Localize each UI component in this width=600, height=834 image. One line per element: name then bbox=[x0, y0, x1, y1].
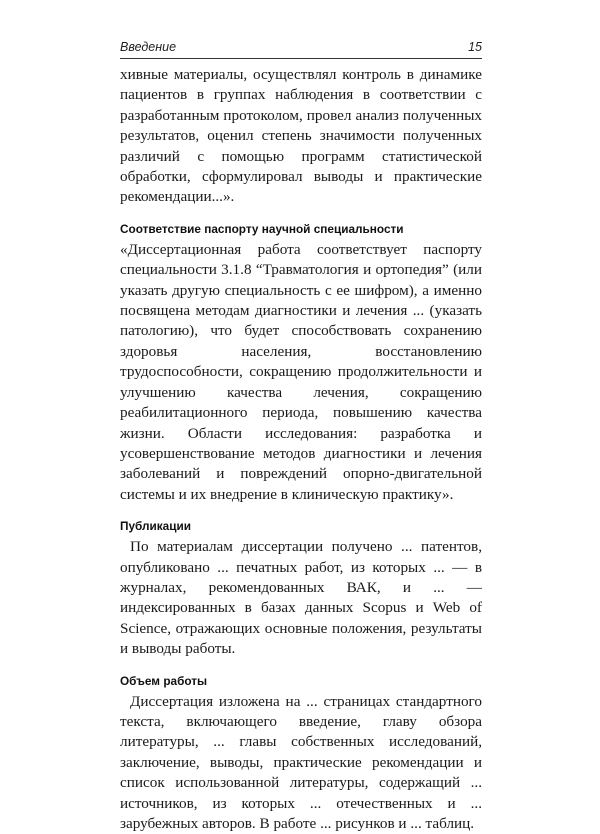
page-body bbox=[120, 65, 482, 834]
running-head bbox=[120, 40, 482, 54]
header-rule bbox=[120, 58, 482, 59]
intro-paragraph: хивные материалы, осуществлял контроль в динамике пациентов в группах наблюдения в соответствии с разработанным протоколом, провел анализ полученных результатов, оценил степень значимости полученных различий с помощью программ статистической обработки, сформулировал выводы и практические рекомендации...». bbox=[120, 66, 482, 206]
section-heading-publications: Публикации bbox=[120, 519, 192, 534]
section-text-specialty: «Диссертационная работа соответствует паспорту специальности 3.1.8 “Травматология и ортопедия” (или указать другую специальность с ее шифром), а именно посвящена методам диагностики и лечения ... (указать патологию), что будет способствовать сохранению здоровья населения, восстановлению трудоспособности, сокращению продолжительности и улучшению качества лечения, сокращению реабилитационного периода, повышению качества жизни. Области исследования: разработка и усовершенствование методов диагностики и лечения заболеваний и повреждений опорно-двигательной системы и их внедрение в клиническую практику». bbox=[120, 240, 482, 503]
section-heading-specialty: Соответствие паспорту научной специальности bbox=[120, 221, 404, 236]
section-heading-volume: Объем работы bbox=[120, 673, 208, 688]
section-title: Введение bbox=[120, 40, 177, 54]
section-text-publications: По материалам диссертации получено ... патентов, опубликовано ... печатных работ, из которых ... — в журналах, рекомендованных ВАК, и ... — индексированных в базах данных Scopus и Web of Science, отражающих основные положения, результаты и выводы работы. bbox=[120, 538, 482, 658]
page-number: 15 bbox=[468, 40, 482, 54]
section-text-volume: Диссертация изложена на ... страницах стандартного текста, включающего введение, главу обзора литературы, ... главы собственных исследований, заключение, выводы, практические рекомендации и список использованной литературы, содержащий ... источников, из которых ... отечественных и ... зарубежных авторов. В работе ... рисунков и ... таблиц. bbox=[120, 692, 482, 832]
